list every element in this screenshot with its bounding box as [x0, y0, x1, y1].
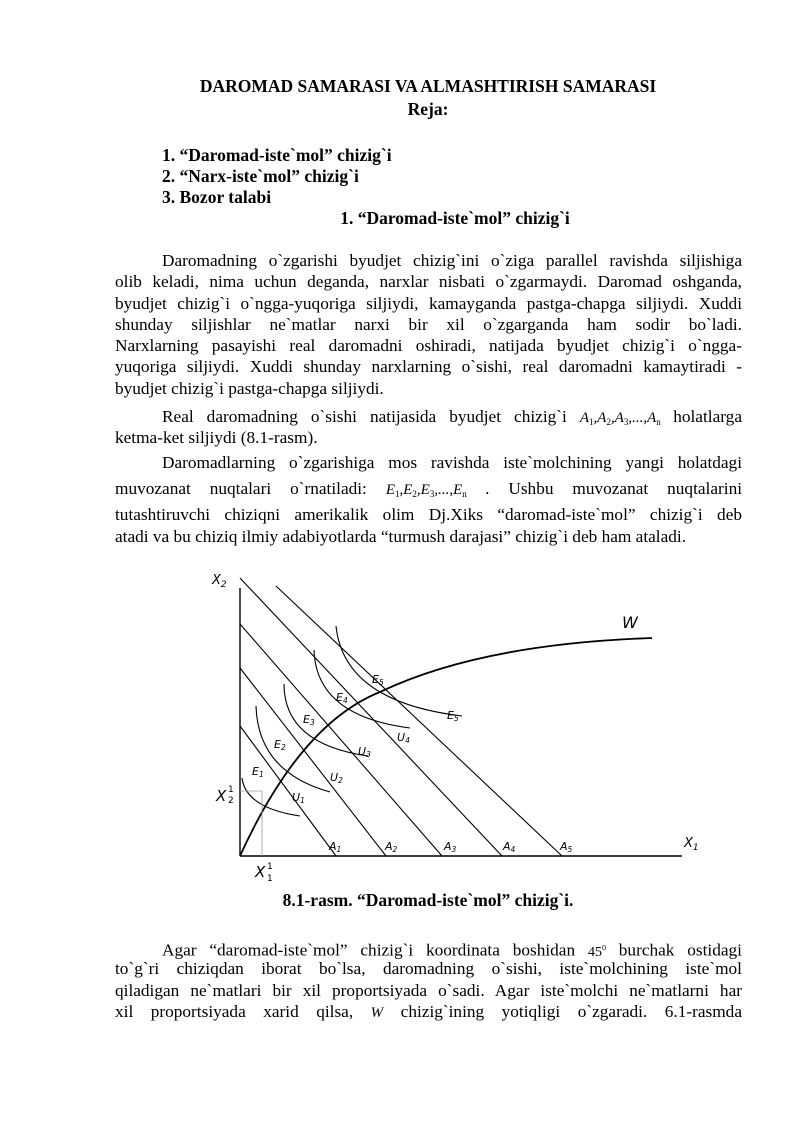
- para3-line-1: Daromadlarning o`zgarishiga mos ravishda iste`molchining yangi holatdagi: [162, 453, 742, 472]
- budget-line-a5: [276, 586, 562, 856]
- para3-line-4: atadi va bu chiziq ilmiy adabiyotlarda “turmush darajasi” chizig`i deb ham ataladi.: [115, 526, 687, 546]
- svg-text:E5: E5: [447, 709, 459, 723]
- x-axis-label: $X_1$: [684, 836, 699, 853]
- paragraph-3: [115, 452, 742, 547]
- svg-text:U4: U4: [397, 731, 410, 745]
- toc-item-2: 2. “Narx-iste`mol” chizig`i: [162, 166, 359, 186]
- x2-mark: X: [216, 787, 227, 805]
- axis-value-marks: [215, 785, 273, 884]
- para4-text-after: burchak ostidagi: [618, 940, 742, 960]
- section-heading: 1. “Daromad-iste`mol” chizig`i: [340, 208, 570, 228]
- svg-text:1: 1: [267, 874, 273, 884]
- svg-text:A1: A1: [329, 840, 342, 854]
- svg-text:A5: A5: [560, 840, 573, 854]
- para1-line: olib keladi, nima uchun deganda, narxlar nisbati o`zgarmaydi. Daromad oshganda,: [115, 272, 742, 292]
- para3-text-before: muvozanat nuqtalari o`rnatiladi:: [115, 479, 367, 499]
- svg-text:U1: U1: [292, 791, 305, 805]
- para1-line: yuqoriga siljiydi. Xuddi shunday narxlarning o`sishi, real daromadni kamaytiradi -: [115, 357, 742, 377]
- svg-text:E3: E3: [303, 713, 315, 727]
- para4-text-before: Agar “daromad-iste`mol” chizig`i koordinata boshidan: [162, 940, 576, 960]
- paragraph-1: [115, 250, 742, 399]
- degree-value: $45^0$: [587, 943, 606, 960]
- para1-line: shunday siljishlar ne`matlar narxi bir xil o`zgarganda ham sodir bo`ladi.: [115, 314, 742, 334]
- equilibrium-labels: [252, 673, 384, 779]
- x1-mark: X: [255, 863, 266, 881]
- svg-text:A3: A3: [444, 840, 457, 854]
- w-symbol: W: [370, 1004, 384, 1021]
- budget-lines-formula: $A_1,A_2,A_3,...,A_n$: [579, 410, 661, 427]
- document-title: DAROMAD SAMARASI VA ALMASHTIRISH SAMARASI: [199, 76, 657, 96]
- para4-line-3: qiladigan ne`matlari bir xil proportsiyada o`sadi. Agar iste`molchi ne`matlarni har: [115, 980, 742, 1000]
- budget-line-a4: [240, 578, 502, 856]
- svg-text:A2: A2: [385, 840, 398, 854]
- para3-line-2: [115, 473, 742, 504]
- paragraph-4: [115, 937, 742, 1022]
- paragraph-2: [115, 406, 742, 449]
- indifference-curve-u3: [284, 684, 368, 756]
- para1-line: byudjet chizig`i pastga-chapga siljiydi.: [115, 378, 384, 398]
- para4-line-2: to`g`ri chiziqdan iborat bo`lsa, daromadning o`sishi, iste`molchining iste`mol: [115, 959, 742, 979]
- para1-line: Narxlarning pasayishi real daromadni oshiradi, natijada byudjet chizig`i o`ngga-: [115, 336, 742, 356]
- indifference-curve-u4: [314, 650, 410, 728]
- para3-line-3: tutashtiruvchi chiziqni amerikalik olim Dj.Xiks “daromad-iste`mol” chizig`i deb: [115, 505, 742, 525]
- svg-text:E1: E1: [252, 765, 264, 779]
- para1-line: byudjet chizig`i o`ngga-yuqoriga siljiydi, kamayganda pastga-chapga siljiydi. Xuddi: [115, 293, 742, 313]
- para3-text-after: . Ushbu muvozanat nuqtalarini: [485, 479, 743, 499]
- svg-text:U3: U3: [358, 745, 371, 759]
- plan-label: Reja:: [407, 99, 449, 119]
- income-consumption-figure: [0, 560, 800, 890]
- para2-text-after: holatlarga: [673, 407, 742, 426]
- e1-projection-lines: [240, 791, 262, 856]
- indifference-curves: [242, 626, 462, 816]
- para4-line-1: [115, 937, 742, 958]
- equilibrium-formula: $E_1,E_2,E_3,...,E_n$: [385, 482, 467, 500]
- para2-line-2: ketma-ket siljiydi (8.1-rasm).: [115, 428, 318, 448]
- y-axis-label: $X_2$: [212, 573, 227, 590]
- budget-line-labels: [328, 840, 573, 854]
- svg-text:U2: U2: [330, 771, 343, 785]
- para1-line: Daromadning o`zgarishi byudjet chizig`ini o`ziga parallel ravishda siljishiga: [162, 251, 742, 270]
- toc-item-3: 3. Bozor talabi: [162, 187, 272, 207]
- svg-text:2: 2: [228, 796, 234, 806]
- svg-text:E2: E2: [274, 738, 286, 752]
- svg-text:1: 1: [228, 785, 234, 795]
- para4-line-4: xil proportsiyada xarid qilsa, W chizig`ining yotiqligi o`zgaradi. 6.1-rasmda: [115, 1001, 742, 1021]
- para2-text-before: Real daromadning o`sishi natijasida byudjet chizig`i: [162, 407, 567, 426]
- curve-w-label: W: [622, 613, 638, 632]
- para2-line-1: [115, 406, 742, 427]
- figure-caption: 8.1-rasm. “Daromad-iste`mol” chizig`i.: [282, 890, 574, 910]
- svg-text:E4: E4: [336, 691, 348, 705]
- svg-text:1: 1: [267, 862, 273, 872]
- indifference-labels: [292, 709, 459, 805]
- svg-text:A4: A4: [503, 840, 516, 854]
- budget-line-a3: [240, 624, 442, 856]
- toc-item-1: 1. “Daromad-iste`mol” chizig`i: [162, 145, 392, 165]
- svg-text:E5: E5: [372, 673, 384, 687]
